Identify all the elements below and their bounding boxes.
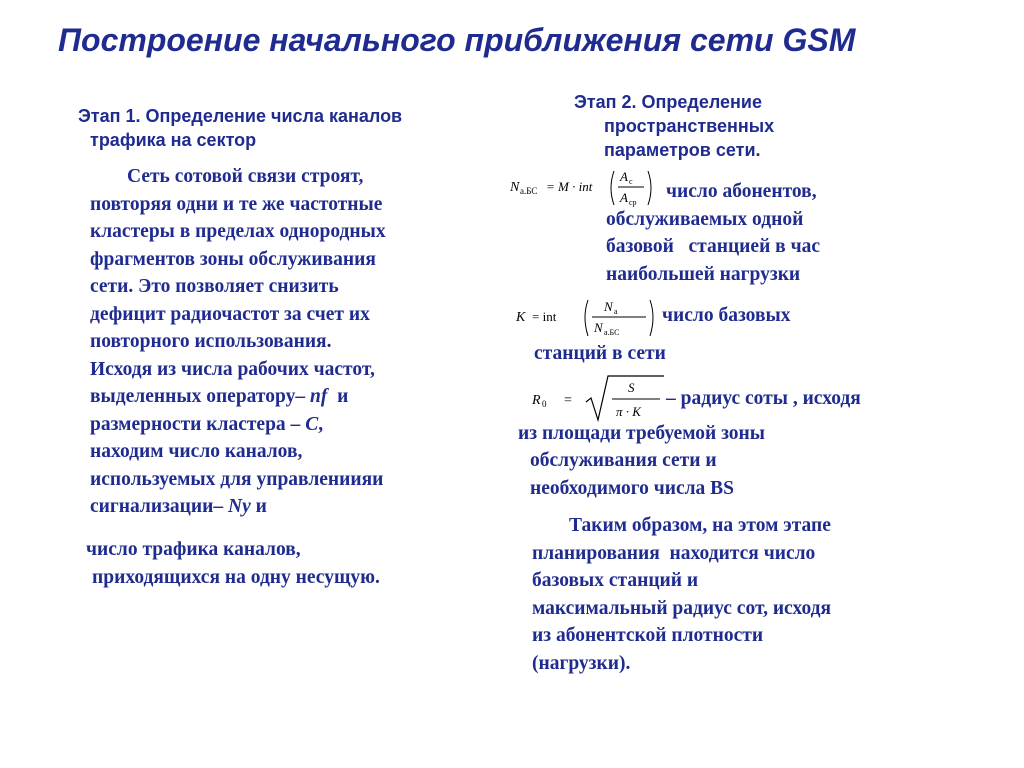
paragraph-line: из площади требуемой зоны — [518, 422, 766, 444]
paragraph-line: максимальный радиус сот, исходя — [532, 597, 832, 619]
paragraph-line: фрагментов зоны обслуживания — [90, 248, 376, 270]
stage2-heading-line1: Этап 2. Определение — [574, 92, 762, 112]
stage1-heading-line2: трафика на сектор — [90, 130, 257, 150]
paragraph-line: базовых станций и — [532, 570, 699, 591]
c-text-after: , — [318, 413, 324, 435]
stage1-paragraph — [90, 163, 490, 521]
nf-text-after: и — [327, 386, 349, 407]
paragraph-line: сети. Это позволяет снизить — [90, 276, 339, 297]
paragraph-line: повторного использования. — [90, 331, 332, 352]
nf-symbol: nf — [309, 386, 328, 407]
f1-eq: = M · int — [546, 179, 593, 194]
f1-lhs: N — [510, 180, 520, 195]
f2-num-sub: а — [614, 307, 618, 316]
stage2-heading-line3: параметров сети. — [604, 140, 761, 160]
paragraph-line: наибольшей нагрузки — [606, 263, 801, 285]
f3-lhs: R — [532, 393, 541, 408]
f1-description — [606, 178, 936, 288]
f1-num-sub: с — [629, 177, 633, 186]
stage1-heading-line1: Этап 1. Определение числа каналов — [78, 106, 403, 126]
paragraph-line — [90, 411, 490, 439]
paragraph-line — [90, 493, 490, 521]
stage2-heading — [574, 90, 774, 162]
stage1-heading — [78, 104, 402, 152]
ny-symbol: Ny — [228, 496, 251, 517]
paragraph-line: необходимого числа BS — [530, 477, 735, 499]
paragraph-line: Сеть сотовой связи строят, — [127, 166, 364, 187]
paragraph-line: используемых для управлениияи — [90, 468, 384, 490]
f1-den-sub: ср — [629, 198, 637, 207]
paragraph-line: (нагрузки). — [532, 652, 631, 674]
paragraph-line: находим число каналов, — [90, 441, 303, 462]
paragraph-line: базовой станцией в час — [606, 236, 820, 257]
f2-den-sub: а.БС — [604, 328, 620, 337]
f2-description — [534, 302, 864, 367]
paragraph-line: станций в сети — [534, 342, 666, 364]
f2-lhs: K — [516, 310, 526, 325]
paragraph-line: число абонентов, — [666, 181, 817, 202]
slide-title: Построение начального приближения сети GSM — [58, 22, 856, 58]
paragraph-line: обслуживаемых одной — [606, 208, 804, 230]
paragraph-line — [90, 383, 490, 411]
stage2-heading-line2: пространственных — [604, 116, 775, 136]
f1-lhs-sub: а.БС — [520, 186, 538, 196]
f1-num: A — [620, 169, 628, 184]
paragraph-line: кластеры в пределах однородных — [90, 221, 386, 242]
f2-den: N — [594, 320, 603, 335]
paragraph-line: Исходя из числа рабочих частот, — [90, 358, 375, 380]
paragraph-line: повторяя одни и те же частотные — [90, 193, 383, 215]
paragraph-line: обслуживания сети и — [530, 450, 717, 471]
stage1-paragraph-2 — [86, 536, 506, 591]
f2-eq: = int — [532, 309, 557, 324]
paragraph-line: число базовых — [662, 305, 791, 326]
f1-den: A — [620, 190, 628, 205]
ny-text-before: сигнализации– — [90, 496, 228, 517]
paragraph-line: число трафика каналов, — [86, 539, 301, 560]
c-symbol: C — [305, 413, 319, 435]
paragraph-line: дефицит радиочастот за счет их — [90, 303, 370, 325]
f3-num: S — [628, 380, 635, 395]
conclusion-paragraph — [532, 512, 952, 677]
paragraph-line: планирования находится число — [532, 542, 816, 564]
paragraph-line: приходящихся на одну несущую. — [92, 566, 380, 588]
ny-text-after: и — [250, 496, 267, 517]
paragraph-line: – радиус соты , исходя — [666, 388, 861, 409]
f3-den: π · K — [616, 404, 641, 419]
nf-text-before: выделенных оператору– — [90, 386, 310, 407]
f3-description — [518, 385, 938, 502]
f3-lhs-sub: 0 — [542, 399, 547, 409]
f3-eq: = — [564, 393, 572, 408]
f2-num: N — [604, 299, 613, 314]
paragraph-line: из абонентской плотности — [532, 625, 764, 646]
paragraph-line: Таким образом, на этом этапе — [569, 515, 831, 536]
c-text-before: размерности кластера – — [90, 413, 306, 435]
